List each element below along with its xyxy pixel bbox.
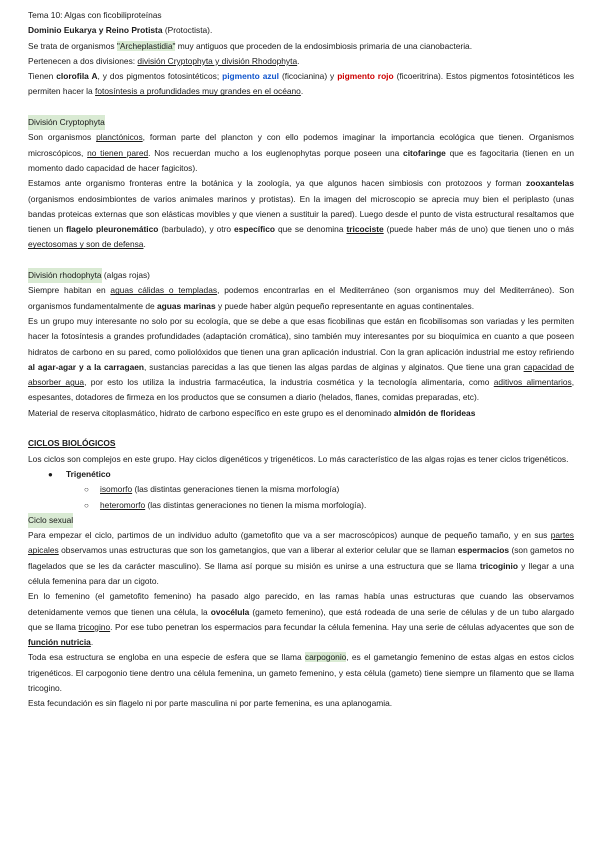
text: (organismos endosimbiontes de varios animales marinos y protistas). En la imagen del microscopio se aprecia muy bien el periplasto (unas bandas proteicas externas que son elásticas movibles y que vienen a sustituir la pared). Luego desde el punto de vista estructural resaltamos que tienen un	[28, 193, 574, 235]
highlight-archeplastidia: "Archeplastidia"	[116, 40, 176, 51]
text: Son organismos	[28, 132, 97, 143]
text: (algas rojas)	[101, 270, 150, 281]
crypto-paragraph-2	[28, 176, 574, 252]
underlined-text: aditivos alimentarios	[493, 377, 572, 388]
bold-text: tricoginio	[479, 560, 518, 571]
text: muy antiguos que proceden de la endosimbiosis primaria de una cianobacteria.	[175, 40, 473, 51]
topic-text: Tema 10: Algas con ficobiliproteínas	[28, 10, 162, 20]
ciclos-heading	[28, 436, 574, 451]
bold-text: específico	[234, 224, 275, 235]
text: observamos unas estructuras que son los gametangios, que van a liberar al exterior celular que se llaman	[58, 545, 458, 556]
text: En lo femenino (el gametofito femenino) ha pasado algo parecido, en las ramas había unas estructuras que cuando las observamos detenidamente vemos que tienen una célula, la	[28, 591, 574, 617]
text: Pertenecen a dos divisiones:	[28, 55, 138, 66]
list-item	[28, 467, 574, 482]
text: , es el gametangio femenino de estas algas en estos ciclos trigenéticos. El carpogonio tiene dentro una célula femenina, un gameto femenino, y esta célula (gameto) tiene siempre un filamento que se llama tricogino.	[28, 652, 574, 694]
bold-text: zooxantelas	[526, 178, 574, 189]
underlined-text: partes apicales	[28, 530, 574, 556]
rhodo-paragraph-3	[28, 406, 574, 421]
blue-pigment: pigmento azul	[222, 71, 280, 82]
text: .	[143, 239, 146, 250]
text: que se denomina	[274, 224, 347, 235]
sexual-paragraph-1	[28, 528, 574, 589]
text: (gameto femenino), que está rodeada de una serie de células y de un tubo alargado que se llama	[28, 606, 574, 632]
underlined-text: aguas cálidas o templadas	[110, 285, 218, 296]
sexual-title: Ciclo sexual	[28, 513, 73, 528]
text: Tienen	[28, 71, 57, 82]
underlined-text: planctónicos	[96, 132, 143, 143]
list-item	[28, 482, 574, 497]
text: , espesantes, dotadores de firmeza en los productos que se consumen a diario (helados, flanes, comidas preparadas, etc).	[28, 377, 575, 403]
crypto-paragraph-1	[28, 130, 574, 176]
text: (ficocianina) y	[279, 71, 338, 82]
bold-underlined-text: función nutricia	[28, 637, 91, 648]
text: Material de reserva citoplasmático, hidrato de carbono específico en este grupo es el denominado	[28, 407, 394, 418]
text: Es un grupo muy interesante no solo por su ecología, que se debe a que esas ficobilinas que están en ficobilisomas son variadas y les permiten hacer la fotosíntesis a grandes profundidades (adaptación cromática), sino también muy interesantes por su bioquímica en cuanto a que poseen hidratos de carbono en su pared, como poliolóxidos que tienen una gran aplicación industrial. Con la gran aplicación industrial me estoy refiriendo	[28, 315, 574, 357]
underlined-divisions: división Cryptophyta y división Rhodophyta	[137, 55, 298, 66]
bold-text: aguas marinas	[156, 300, 216, 311]
text: (son gametos no flagelados que se les da carácter masculino). Se llama así porque su misión es unirse a una estructura que se llama	[28, 545, 574, 571]
crypto-heading	[28, 115, 574, 130]
text: (puede haber más de uno) que tienen uno o más	[383, 224, 574, 235]
bold-clorofila: clorofila A	[56, 71, 98, 82]
pigments-paragraph	[28, 69, 574, 100]
bold-text: flagelo pleuronemático	[66, 224, 159, 235]
domain-line	[28, 23, 574, 38]
sexual-paragraph-3	[28, 650, 574, 696]
topic-title	[28, 8, 574, 23]
bold-underlined-text: tricociste	[346, 224, 384, 235]
divisions-line	[28, 54, 574, 69]
text: . Nos recuerdan mucho a los euglenophytas porque poseen una	[148, 147, 404, 158]
text: .	[90, 637, 94, 648]
text: Los ciclos son complejos en este grupo. Hay ciclos digenéticos y trigenéticos. Lo más característico de las algas rojas es tener ciclos trigenéticos.	[28, 453, 569, 464]
text: .	[297, 55, 300, 66]
text: Estamos ante organismo fronteras entre la botánica y la zoología, ya que algunos hacen simbiosis con protozoos y forman	[28, 178, 527, 189]
text: , forman parte del plancton y con ello podemos imaginar la importancia ecológica que tienen. Organismos microscópicos,	[28, 132, 574, 158]
underlined-text: no tienen pared	[87, 147, 149, 158]
text: , podemos encontrarlas en el Mediterráneo (son organismos muy del Mediterráneo). Son organismos fundamentalmente de	[28, 285, 574, 311]
text: y puede haber algún pequeño representante en aguas continentales.	[215, 300, 475, 311]
underlined-text: isomorfo	[100, 484, 133, 495]
text: , y dos pigmentos fotosintéticos;	[97, 71, 223, 82]
list-item	[28, 498, 574, 513]
text: Esta fecundación es sin flagelo ni por parte masculina ni por parte femenina, es una aplanogamia.	[28, 698, 393, 709]
text: , sustancias parecidas a las que tienen las algas pardas de alginas y alginatos. Que tiene una gran	[144, 361, 524, 372]
text: (ficoeritrina). Estos pigmentos fotosintéticos les permiten hacer la	[28, 71, 575, 97]
text: Se trata de organismos	[28, 40, 117, 51]
red-pigment: pigmento rojo	[337, 71, 394, 82]
spacer	[28, 100, 574, 115]
text: y llegar a una célula femenina para dar un cigoto.	[28, 560, 574, 586]
sexual-paragraph-2	[28, 589, 574, 650]
text: . Por ese tubo penetran los espermacios para fecundar la célula femenina. Hay una serie de células adyacentes que son de	[110, 621, 574, 632]
rhodo-heading	[28, 268, 574, 283]
bold-text: Trigenético	[66, 468, 111, 479]
bold-text: al agar-agar y a la carragaen	[28, 361, 145, 372]
underlined-text: capacidad de absorber agua	[28, 361, 574, 388]
text: .	[300, 86, 304, 97]
text: que es fagocitaria (tienen en un momento dado capacidad de hacer fagicitos).	[28, 147, 574, 173]
bold-text: citofaringe	[403, 147, 446, 158]
spacer	[28, 421, 574, 436]
rhodo-title: División rhodophyta	[28, 268, 102, 283]
crypto-title: División Cryptophyta	[28, 115, 105, 130]
text: (las distintas generaciones no tienen la misma morfología).	[145, 499, 367, 510]
rhodo-paragraph-2	[28, 314, 574, 406]
underlined-text: tricogino	[78, 621, 111, 632]
intro-line	[28, 39, 574, 54]
text: Siempre habitan en	[28, 285, 111, 296]
rhodo-paragraph-1	[28, 283, 574, 314]
text: , por esto los utiliza la industria farmacéutica, la industria cosmética y la tecnología alimentaria, como	[84, 377, 494, 388]
bold-text: almidón de florideas	[393, 407, 476, 418]
text: Toda esa estructura se engloba en una especie de esfera que se llama	[28, 652, 305, 663]
document-page	[28, 8, 574, 712]
text: Para empezar el ciclo, partimos de un individuo adulto (gametofito que va a ser macroscópicos) aunque de pequeño tamaño, y en sus	[28, 530, 551, 541]
ciclos-title: CICLOS BIOLÓGICOS	[28, 438, 116, 449]
domain-rest: (Protoctista).	[162, 25, 213, 36]
sexual-paragraph-4	[28, 696, 574, 711]
sexual-heading	[28, 513, 574, 528]
domain-bold: Dominio Eukarya y Reino Protista	[28, 25, 163, 36]
text: (las distintas generaciones tienen la misma morfología)	[132, 484, 340, 495]
underlined-text: heteromorfo	[100, 499, 146, 510]
spacer	[28, 253, 574, 268]
underlined-photosynthesis: fotosíntesis a profundidades muy grandes en el océano	[95, 86, 301, 97]
highlight-carpogonio: carpogonio	[304, 652, 347, 663]
underlined-text: eyectosomas y son de defensa	[28, 239, 144, 250]
ciclos-intro	[28, 452, 574, 467]
cycle-list	[28, 467, 574, 513]
bold-text: ovocélula	[210, 606, 250, 617]
text: (barbulado), y otro	[158, 224, 235, 235]
bold-text: espermacios	[457, 545, 510, 556]
